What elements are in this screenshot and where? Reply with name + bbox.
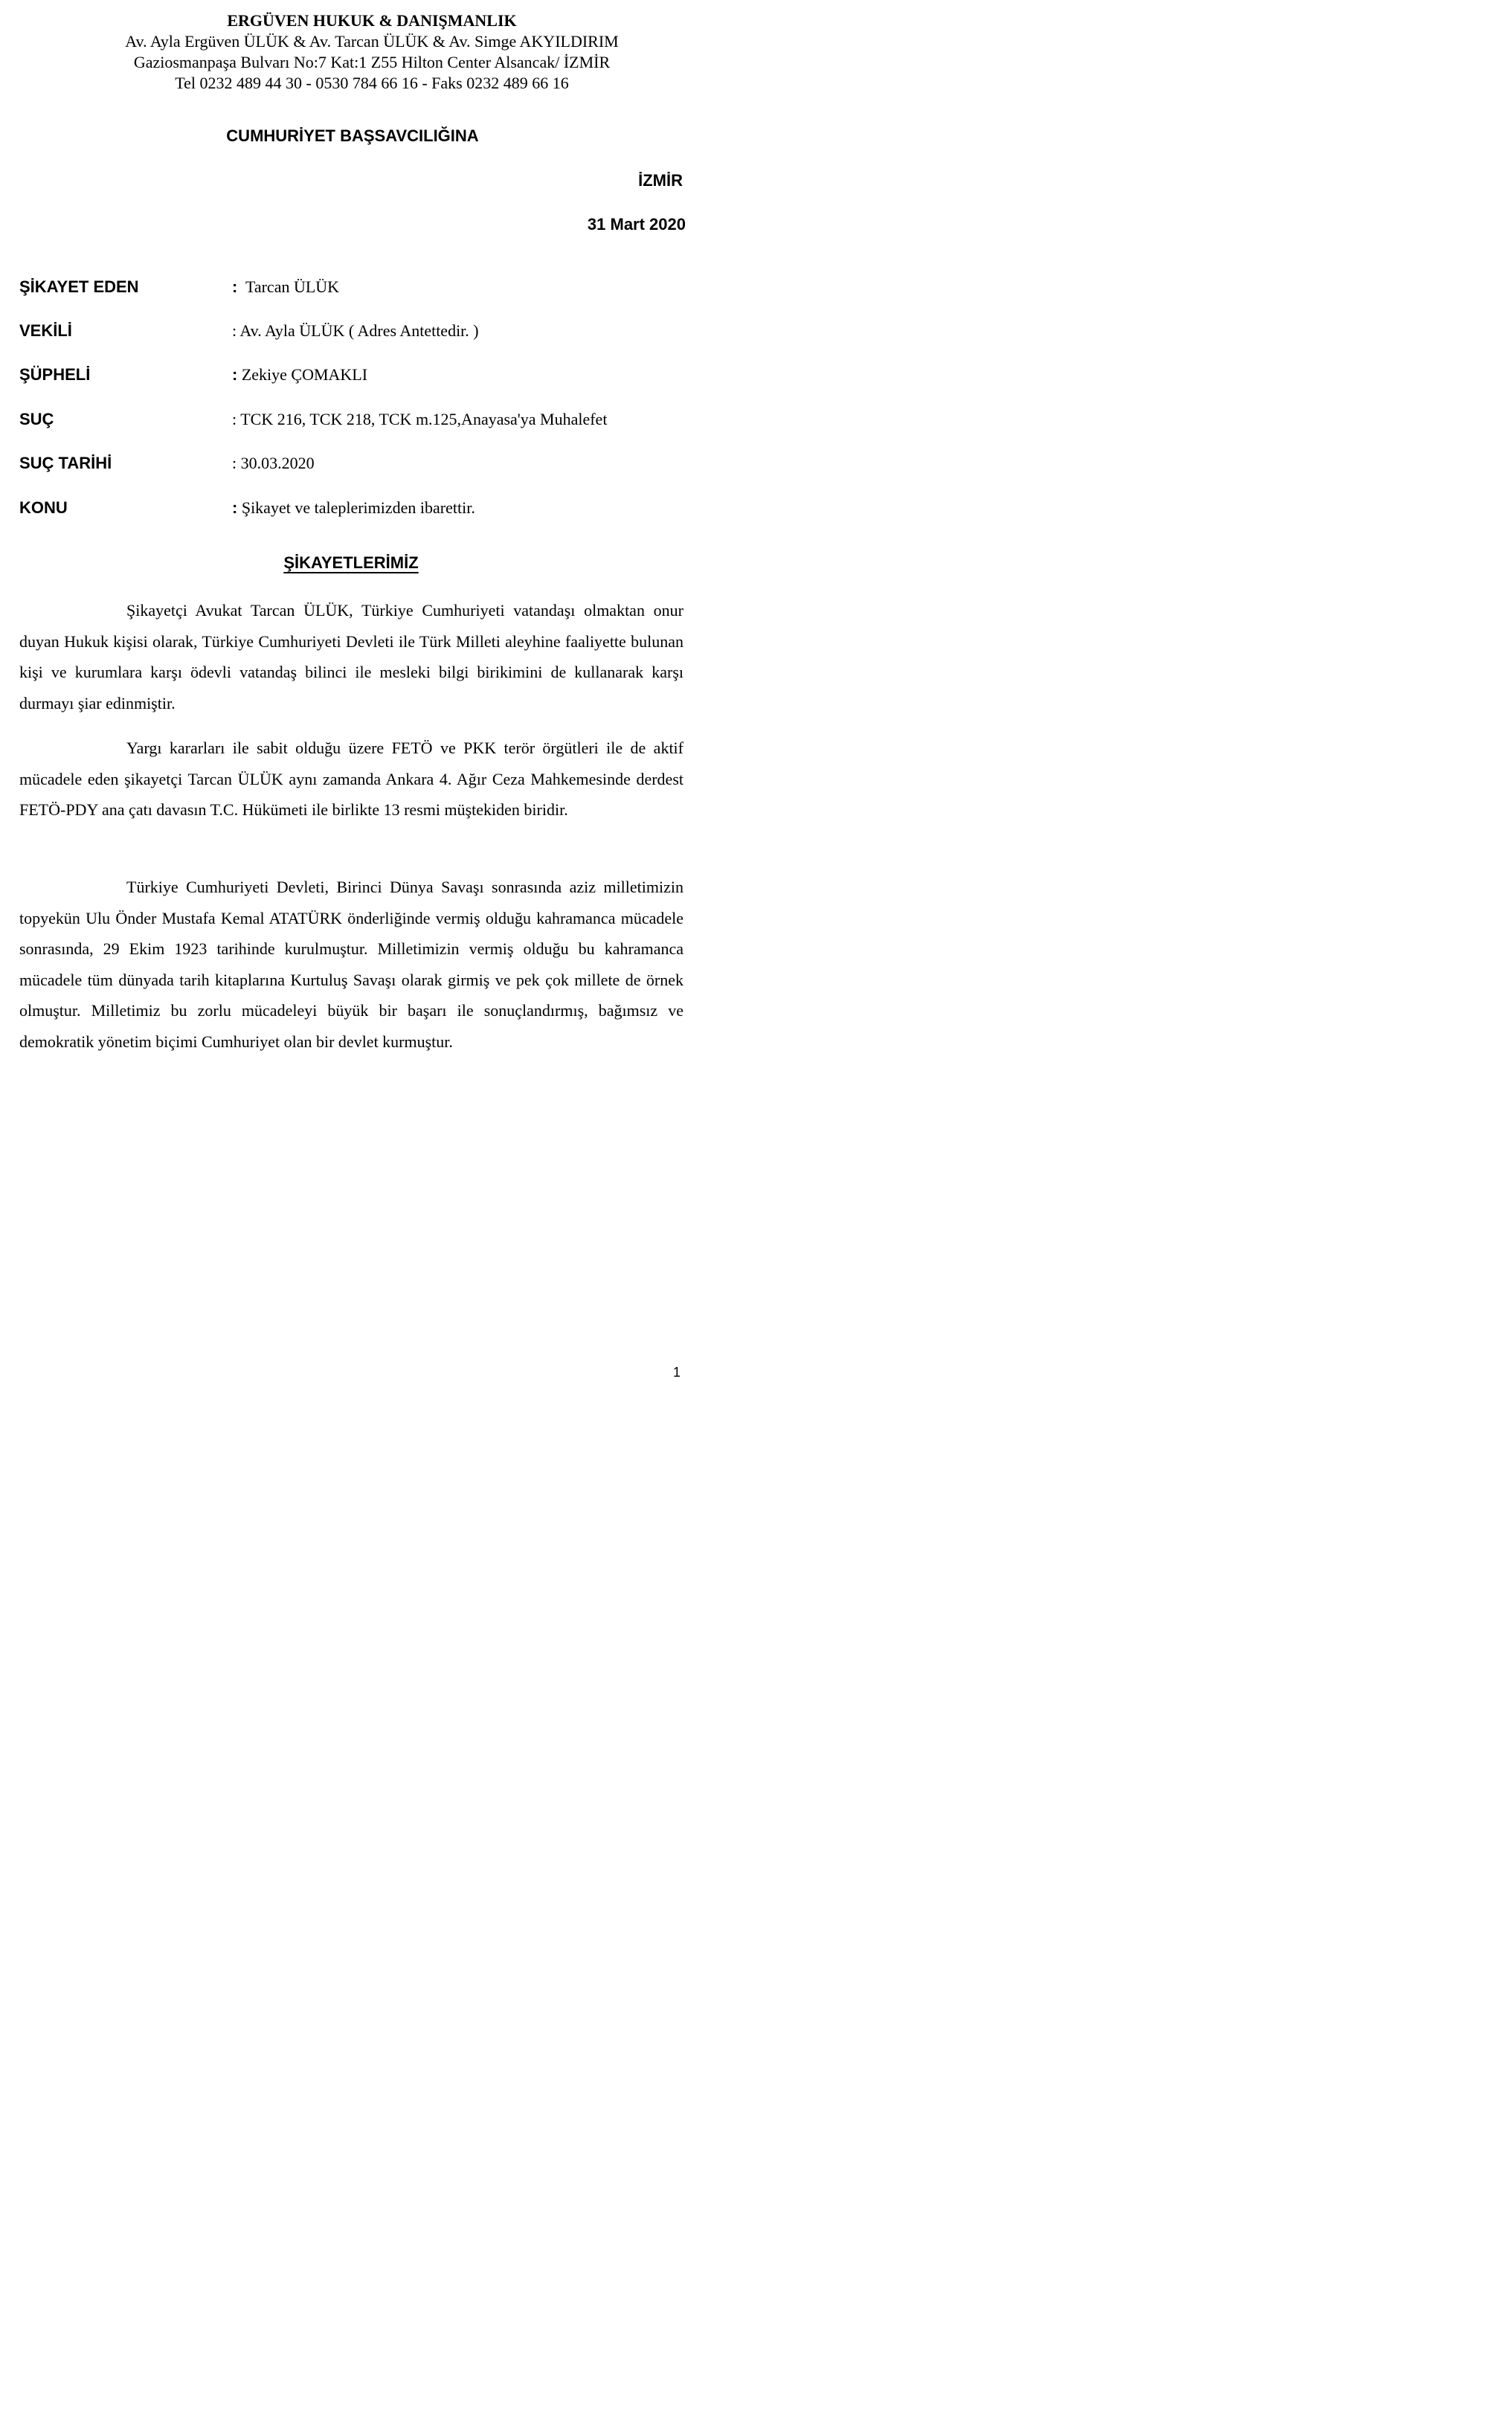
field-crime-date [19, 454, 689, 476]
field-colon: : [232, 365, 238, 384]
field-value: Av. Ayla ÜLÜK ( Adres Antettedir. ) [239, 321, 479, 340]
firm-name: ERGÜVEN HUKUK & DANIŞMANLIK [227, 11, 517, 30]
field-crime [19, 410, 689, 432]
field-label: VEKİLİ [19, 321, 72, 340]
firm-phone: Tel 0232 489 44 30 - 0530 784 66 16 - Faks 0232 489 66 16 [175, 74, 569, 92]
field-attorney [19, 321, 689, 344]
field-label: KONU [19, 498, 68, 517]
firm-address: Gaziosmanpaşa Bulvarı No:7 Kat:1 Z55 Hilton Center Alsancak/ İZMİR [133, 53, 611, 71]
firm-lawyers: Av. Ayla Ergüven ÜLÜK & Av. Tarcan ÜLÜK & Av. Simge AKYILDIRIM [125, 32, 619, 51]
page-number: 1 [673, 1365, 681, 1380]
field-value-group [232, 321, 479, 341]
field-subject [19, 498, 689, 521]
paragraph-1: Şikayetçi Avukat Tarcan ÜLÜK, Türkiye Cumhuriyeti vatandaşı olmaktan onur duyan Hukuk kişisi olarak, Türkiye Cumhuriyeti Devleti ile Türk Milleti aleyhine faaliyette bulunan kişi ve kurumlara karşı ödevli vatandaş bilinci ile mesleki bilgi birikimini de kullanarak karşı durmayı şiar edinmiştir. [19, 601, 683, 713]
field-colon: : [232, 454, 237, 472]
recipient-heading: CUMHURİYET BAŞSAVCILIĞINA [226, 126, 479, 145]
field-value-group [232, 365, 367, 385]
field-complainant [19, 277, 689, 300]
field-label: ŞİKAYET EDEN [19, 277, 139, 296]
recipient-city: İZMİR [638, 171, 683, 190]
section-title [0, 553, 702, 573]
field-value: TCK 216, TCK 218, TCK m.125,Anayasa'ya Muhalefet [240, 410, 608, 428]
section-title-text: ŞİKAYETLERİMİZ [283, 553, 419, 572]
field-value-group [232, 498, 475, 518]
paragraph-2: Yargı kararları ile sabit olduğu üzere FETÖ ve PKK terör örgütleri ile de aktif mücadele eden şikayetçi Tarcan ÜLÜK aynı zamanda Ankara 4. Ağır Ceza Mahkemesinde derdest FETÖ-PDY ana çatı davasın T.C. Hükümeti ile birlikte 13 resmi müştekiden biridir. [19, 739, 683, 819]
field-value: Tarcan ÜLÜK [245, 277, 340, 296]
paragraph-3: Türkiye Cumhuriyeti Devleti, Birinci Dünya Savaşı sonrasında aziz milletimizin topyekün Ulu Önder Mustafa Kemal ATATÜRK önderliğinde vermiş olduğu kahramanca mücadele sonrasında, 29 Ekim 1923 tarihinde kurulmuştur. Milletimizin vermiş olduğu bu kahramanca mücadele tüm dünyada tarih kitaplarına Kurtuluş Savaşı olarak girmiş ve pek çok millete de örnek olmuştur. Milletimiz bu zorlu mücadeleyi büyük bir başarı ile sonuçlandırmış, bağımsız ve demokratik yönetim biçimi Cumhuriyet olan bir devlet kurmuştur. [19, 878, 683, 1051]
field-label: SUÇ TARİHİ [19, 454, 112, 472]
field-value: Zekiye ÇOMAKLI [241, 365, 368, 384]
field-suspect [19, 365, 689, 387]
field-value-group [232, 454, 315, 473]
field-value-group [232, 410, 607, 429]
field-value-group [232, 277, 339, 297]
field-label: SUÇ [19, 410, 54, 428]
field-colon: : [232, 410, 237, 428]
field-colon: : [232, 277, 238, 296]
field-colon: : [232, 321, 237, 340]
document-date: 31 Mart 2020 [587, 215, 686, 234]
field-value: Şikayet ve taleplerimizden ibarettir. [241, 498, 475, 517]
letterhead [0, 10, 744, 94]
field-value: 30.03.2020 [240, 454, 315, 472]
field-colon: : [232, 498, 238, 517]
field-label: ŞÜPHELİ [19, 365, 91, 384]
